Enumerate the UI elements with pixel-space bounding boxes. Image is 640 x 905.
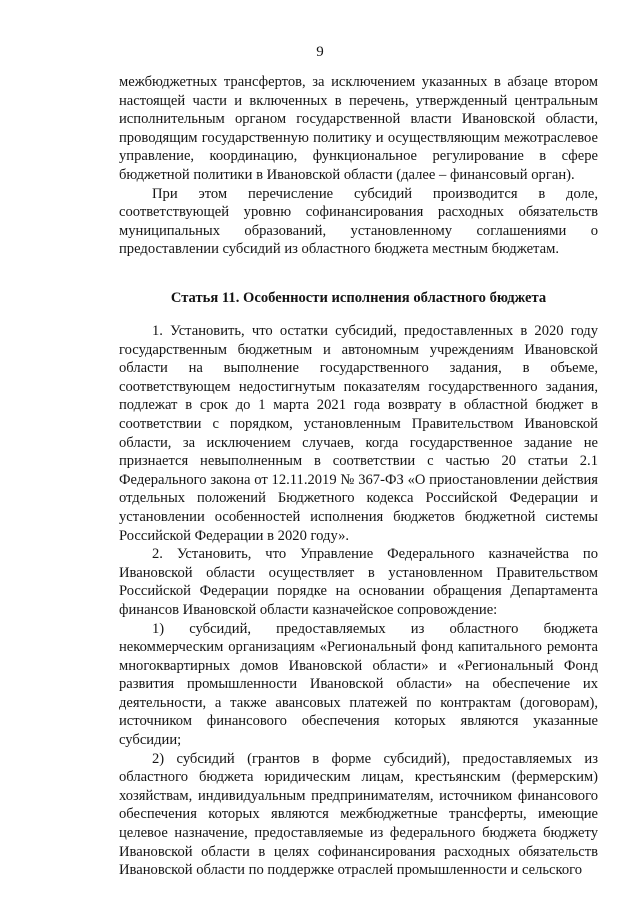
article-heading: Статья 11. Особенности исполнения областного бюджета: [170, 290, 547, 306]
article-body: [119, 322, 598, 880]
paragraph-transfer-share: При этом перечисление субсидий производится в доле, соответствующей уровню софинансирования расходных обязательств муниципальных образований, установленному соглашениями о предоставлении субсидий из областного бюджета местным бюджетам.: [119, 185, 598, 258]
page-number: 9: [316, 44, 324, 60]
intro-section: [119, 73, 598, 259]
paragraph-continuation: межбюджетных трансфертов, за исключением указанных в абзаце втором настоящей части и включенных в перечень, утвержденный центральным исполнительным органом государственной власти Ивановской области, проводящим государственную политику и осуществляющим межотраслевое управление, координацию, функциональное регулирование в сфере бюджетной политики в Ивановской области (далее – финансовый орган).: [119, 74, 598, 183]
paragraph-subitem-2: 2) субсидий (грантов в форме субсидий), предоставляемых из областного бюджета юридическим лицам, крестьянским (фермерским) хозяйствам, индивидуальным предпринимателям, источником финансового обеспечения которых являются межбюджетные трансферты, имеющие целевое назначение, предоставляемые из федерального бюджета бюджету Ивановской области в целях софинансирования расходных обязательств Ивановской области по поддержке отраслей промышленности и сельского: [119, 750, 598, 879]
paragraph-subitem-1: 1) субсидий, предоставляемых из областного бюджета некоммерческим организациям «Региональный фонд капитального ремонта многоквартирных домов Ивановской области» и «Региональный Фонд развития промышленности Ивановской области» на обеспечение их деятельности, а также авансовых платежей по контрактам (договорам), источником финансового обеспечения которых являются указанные субсидии;: [119, 620, 598, 749]
paragraph-item-2: 2. Установить, что Управление Федерального казначейства по Ивановской области осуществляет в установленном Правительством Российской Федерации порядке на основании обращения Департамента финансов Ивановской области казначейское сопровождение:: [119, 546, 598, 618]
paragraph-item-1: 1. Установить, что остатки субсидий, предоставленных в 2020 году государственным бюджетным и автономным учреждениям Ивановской области на выполнение государственного задания, в объеме, соответствующем недостигнутым показателям государственного задания, подлежат в срок до 1 марта 2021 года возврату в областной бюджет в соответствии с порядком, установленным Правительством Ивановской области, за исключением случаев, когда государственное задание не признается невыполненным в соответствии с частью 20 статьи 2.1 Федерального закона от 12.11.2019 № 367-ФЗ «О приостановлении действия отдельных положений Бюджетного кодекса Российской Федерации и установлении особенностей исполнения бюджетов бюджетной системы Российской Федерации в 2020 году».: [119, 323, 598, 544]
